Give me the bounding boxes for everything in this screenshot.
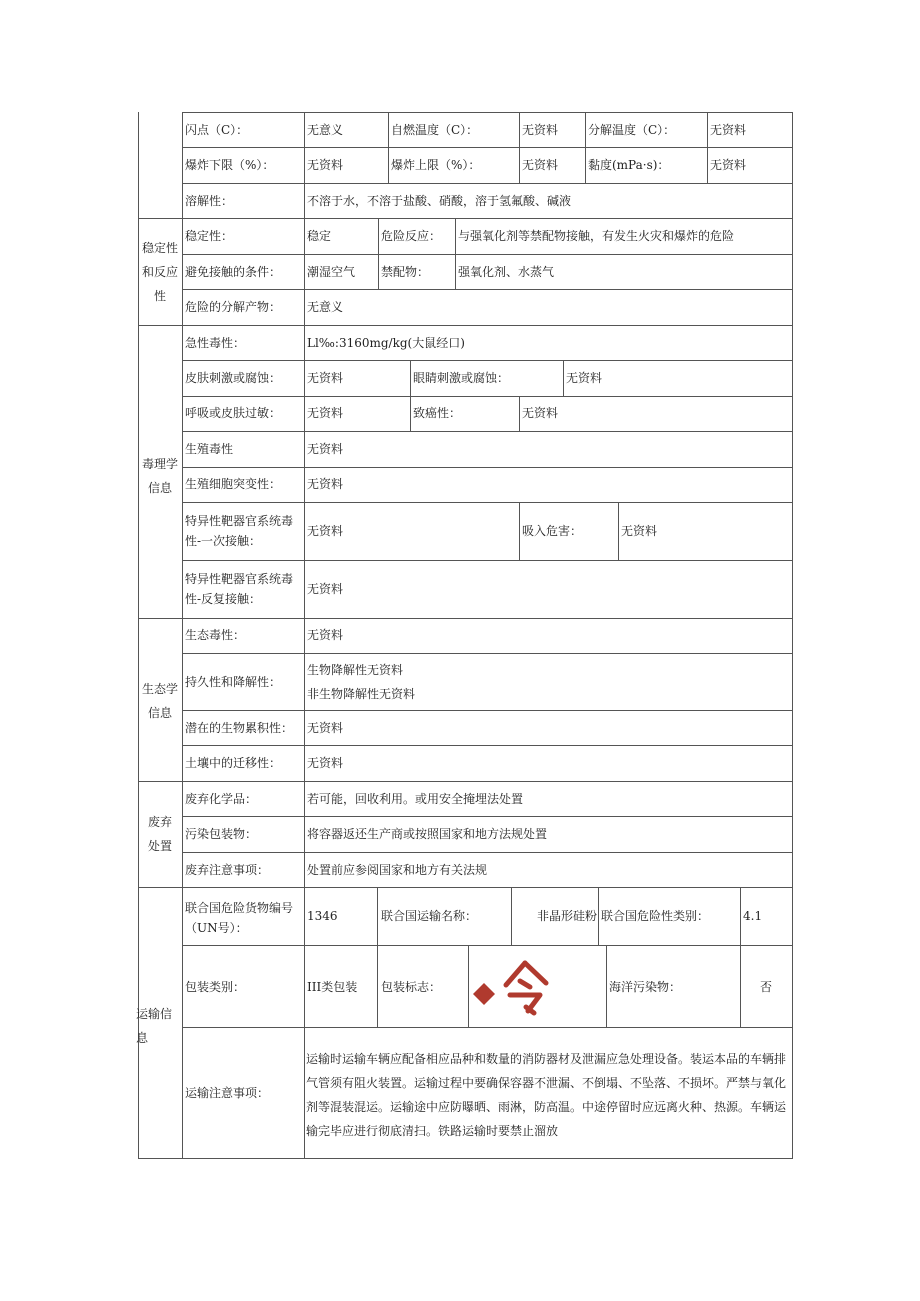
conditions-to-avoid-label: 避免接触的条件： bbox=[185, 265, 282, 279]
flash-point-value: 无意义 bbox=[307, 123, 344, 137]
decomposition-products-value: 无意义 bbox=[307, 300, 344, 314]
col-rule bbox=[519, 112, 520, 183]
row-rule bbox=[182, 360, 793, 361]
toxicology-section-title: 毒理学 信息 bbox=[141, 457, 178, 495]
hazardous-reaction-label: 危险反应： bbox=[381, 229, 442, 243]
col-rule bbox=[606, 945, 607, 1027]
stot-repeat-label: 特异性靶器官系统毒 性-反复接触： bbox=[185, 572, 294, 606]
lower-explosive-limit-label: 爆炸下限（%）： bbox=[185, 158, 275, 172]
sensitization-label: 呼吸或皮肤过敏： bbox=[185, 406, 282, 420]
waste-chemicals-value: 若可能，回收利用。或用安全掩埋法处置 bbox=[307, 792, 524, 806]
hazard-class-label: 联合国危险性类别： bbox=[601, 909, 710, 923]
autoignition-label: 自燃温度（C）： bbox=[391, 123, 479, 137]
row-rule bbox=[182, 147, 793, 148]
stability-section-title: 稳定性 和反应 性 bbox=[141, 241, 178, 303]
shipping-name-label: 联合国运输名称： bbox=[381, 909, 478, 923]
row-rule bbox=[182, 653, 793, 654]
contaminated-packaging-label: 污染包装物： bbox=[185, 827, 258, 841]
col-rule bbox=[792, 112, 793, 1159]
upper-explosive-limit-value: 无资料 bbox=[522, 158, 559, 172]
aspiration-hazard-value: 无资料 bbox=[621, 524, 658, 538]
waste-chemicals-label: 废弃化学品： bbox=[185, 792, 258, 806]
row-rule bbox=[138, 325, 793, 326]
transport-notes-value: 运输时运输车辆应配备相应品种和数量的消防器材及泄漏应急处理设备。装运本品的车辆排气管须有阻火装置。运输过程中要确保容器不泄漏、不倒塌、不坠落、不损坏。严禁与氧化剂等混装混运。运输途中应防曝晒、雨淋，防高温。中途停留时应远离火种、热源。车辆运输完毕应进行彻底清扫。铁路运输时要禁止溜放 bbox=[306, 1052, 787, 1138]
col-rule bbox=[511, 887, 512, 945]
shipping-name-value: 非晶形硅粉 bbox=[537, 909, 598, 923]
ecotoxicity-value: 无资料 bbox=[307, 628, 344, 642]
col-rule bbox=[388, 112, 389, 183]
col-rule bbox=[707, 112, 708, 183]
col-rule bbox=[585, 112, 586, 183]
stability-label: 稳定性： bbox=[185, 229, 234, 243]
marine-pollutant-label: 海洋污染物： bbox=[609, 980, 682, 994]
ecology-section-title: 生态学 信息 bbox=[141, 682, 178, 720]
packing-group-label: 包装类别： bbox=[185, 980, 246, 994]
row-rule bbox=[182, 254, 793, 255]
marine-pollutant-value: 否 bbox=[760, 980, 773, 994]
contaminated-packaging-value: 将容器返还生产商或按照国家和地方法规处置 bbox=[307, 827, 548, 841]
col-rule bbox=[455, 218, 456, 289]
carcinogenicity-label: 致癌性： bbox=[413, 406, 462, 420]
reproductive-toxicity-value: 无资料 bbox=[307, 442, 344, 456]
col-rule bbox=[182, 112, 183, 1159]
row-rule bbox=[182, 112, 793, 113]
un-number-value: 1346 bbox=[307, 909, 338, 923]
row-rule bbox=[182, 502, 793, 503]
sensitization-value: 无资料 bbox=[307, 406, 344, 420]
incompatible-materials-label: 禁配物： bbox=[381, 265, 430, 279]
viscosity-value: 无资料 bbox=[710, 158, 747, 172]
stot-single-value: 无资料 bbox=[307, 524, 344, 538]
col-rule bbox=[377, 887, 378, 1027]
col-rule bbox=[378, 218, 379, 289]
eye-irritation-value: 无资料 bbox=[566, 371, 603, 385]
bioaccumulation-label: 潜在的生物累积性： bbox=[185, 721, 294, 735]
row-rule bbox=[182, 945, 793, 946]
un-number-label: 联合国危险货物编号 （UN号）： bbox=[185, 901, 294, 935]
stot-repeat-value: 无资料 bbox=[307, 582, 344, 596]
col-rule bbox=[519, 502, 520, 560]
col-rule bbox=[598, 887, 599, 945]
skin-irritation-value: 无资料 bbox=[307, 371, 344, 385]
row-rule bbox=[182, 852, 793, 853]
acute-toxicity-value: Ll‰:3160mg/kg(大鼠经口) bbox=[307, 336, 465, 350]
row-rule bbox=[182, 289, 793, 290]
col-rule bbox=[468, 945, 469, 1027]
eye-irritation-label: 眼睛刺激或腐蚀： bbox=[413, 371, 510, 385]
col-rule bbox=[410, 396, 411, 431]
row-rule bbox=[182, 1027, 793, 1028]
hazard-label-icon bbox=[470, 957, 570, 1019]
solubility-value: 不溶于水，不溶于盐酸、硝酸，溶于氢氟酸、碱液 bbox=[307, 194, 572, 208]
transport-notes-label: 运输注意事项： bbox=[185, 1086, 270, 1100]
carcinogenicity-value: 无资料 bbox=[522, 406, 559, 420]
row-rule bbox=[138, 887, 793, 888]
row-rule bbox=[182, 396, 793, 397]
col-rule bbox=[563, 360, 564, 396]
soil-mobility-value: 无资料 bbox=[307, 756, 344, 770]
bioaccumulation-value: 无资料 bbox=[307, 721, 344, 735]
col-rule bbox=[740, 887, 741, 1027]
packaging-mark-label: 包装标志： bbox=[381, 980, 442, 994]
disposal-notes-value: 处置前应参阅国家和地方有关法规 bbox=[307, 863, 488, 877]
row-rule bbox=[182, 467, 793, 468]
lower-explosive-limit-value: 无资料 bbox=[307, 158, 344, 172]
stability-value: 稳定 bbox=[307, 229, 332, 243]
stot-single-label: 特异性靶器官系统毒 性-一次接触： bbox=[185, 514, 294, 548]
row-rule bbox=[182, 710, 793, 711]
aspiration-hazard-label: 吸入危害： bbox=[522, 524, 583, 538]
persistence-value: 生物降解性无资料 非生物降解性无资料 bbox=[307, 663, 416, 701]
transport-section-title: 运输信 息 bbox=[136, 1007, 173, 1045]
incompatible-materials-value: 强氧化剂、水蒸气 bbox=[458, 265, 555, 279]
disposal-section-title: 废弃 处置 bbox=[147, 815, 172, 853]
autoignition-value: 无资料 bbox=[522, 123, 559, 137]
row-rule bbox=[138, 1158, 793, 1159]
reproductive-toxicity-label: 生殖毒性 bbox=[185, 442, 234, 456]
decomposition-temp-value: 无资料 bbox=[710, 123, 747, 137]
skin-irritation-label: 皮肤刺激或腐蚀： bbox=[185, 371, 282, 385]
row-rule bbox=[182, 745, 793, 746]
upper-explosive-limit-label: 爆炸上限（%）： bbox=[391, 158, 481, 172]
row-rule bbox=[138, 618, 793, 619]
solubility-label: 溶解性： bbox=[185, 194, 234, 208]
hazard-class-value: 4.1 bbox=[743, 909, 763, 923]
row-rule bbox=[182, 816, 793, 817]
row-rule bbox=[138, 218, 793, 219]
col-rule bbox=[519, 396, 520, 431]
col-rule bbox=[304, 112, 305, 1159]
decomposition-temp-label: 分解温度（C）： bbox=[588, 123, 676, 137]
soil-mobility-label: 土壤中的迁移性： bbox=[185, 756, 282, 770]
conditions-to-avoid-value: 潮湿空气 bbox=[307, 265, 356, 279]
packing-group-value: III类包装 bbox=[307, 980, 358, 994]
germ-cell-mutagenicity-label: 生殖细胞突变性： bbox=[185, 477, 282, 491]
germ-cell-mutagenicity-value: 无资料 bbox=[307, 477, 344, 491]
viscosity-label: 黏度(mPa·s)： bbox=[588, 158, 670, 172]
ecotoxicity-label: 生态毒性： bbox=[185, 628, 246, 642]
flash-point-label: 闪点（C）： bbox=[185, 123, 249, 137]
row-rule bbox=[138, 781, 793, 782]
persistence-label: 持久性和降解性： bbox=[185, 675, 282, 689]
decomposition-products-label: 危险的分解产物： bbox=[185, 300, 282, 314]
row-rule bbox=[182, 560, 793, 561]
col-rule bbox=[618, 502, 619, 560]
acute-toxicity-label: 急性毒性： bbox=[185, 336, 246, 350]
row-rule bbox=[182, 431, 793, 432]
hazardous-reaction-value: 与强氧化剂等禁配物接触，有发生火灾和爆炸的危险 bbox=[458, 229, 735, 243]
disposal-notes-label: 废弃注意事项： bbox=[185, 863, 270, 877]
col-rule bbox=[410, 360, 411, 396]
row-rule bbox=[182, 183, 793, 184]
